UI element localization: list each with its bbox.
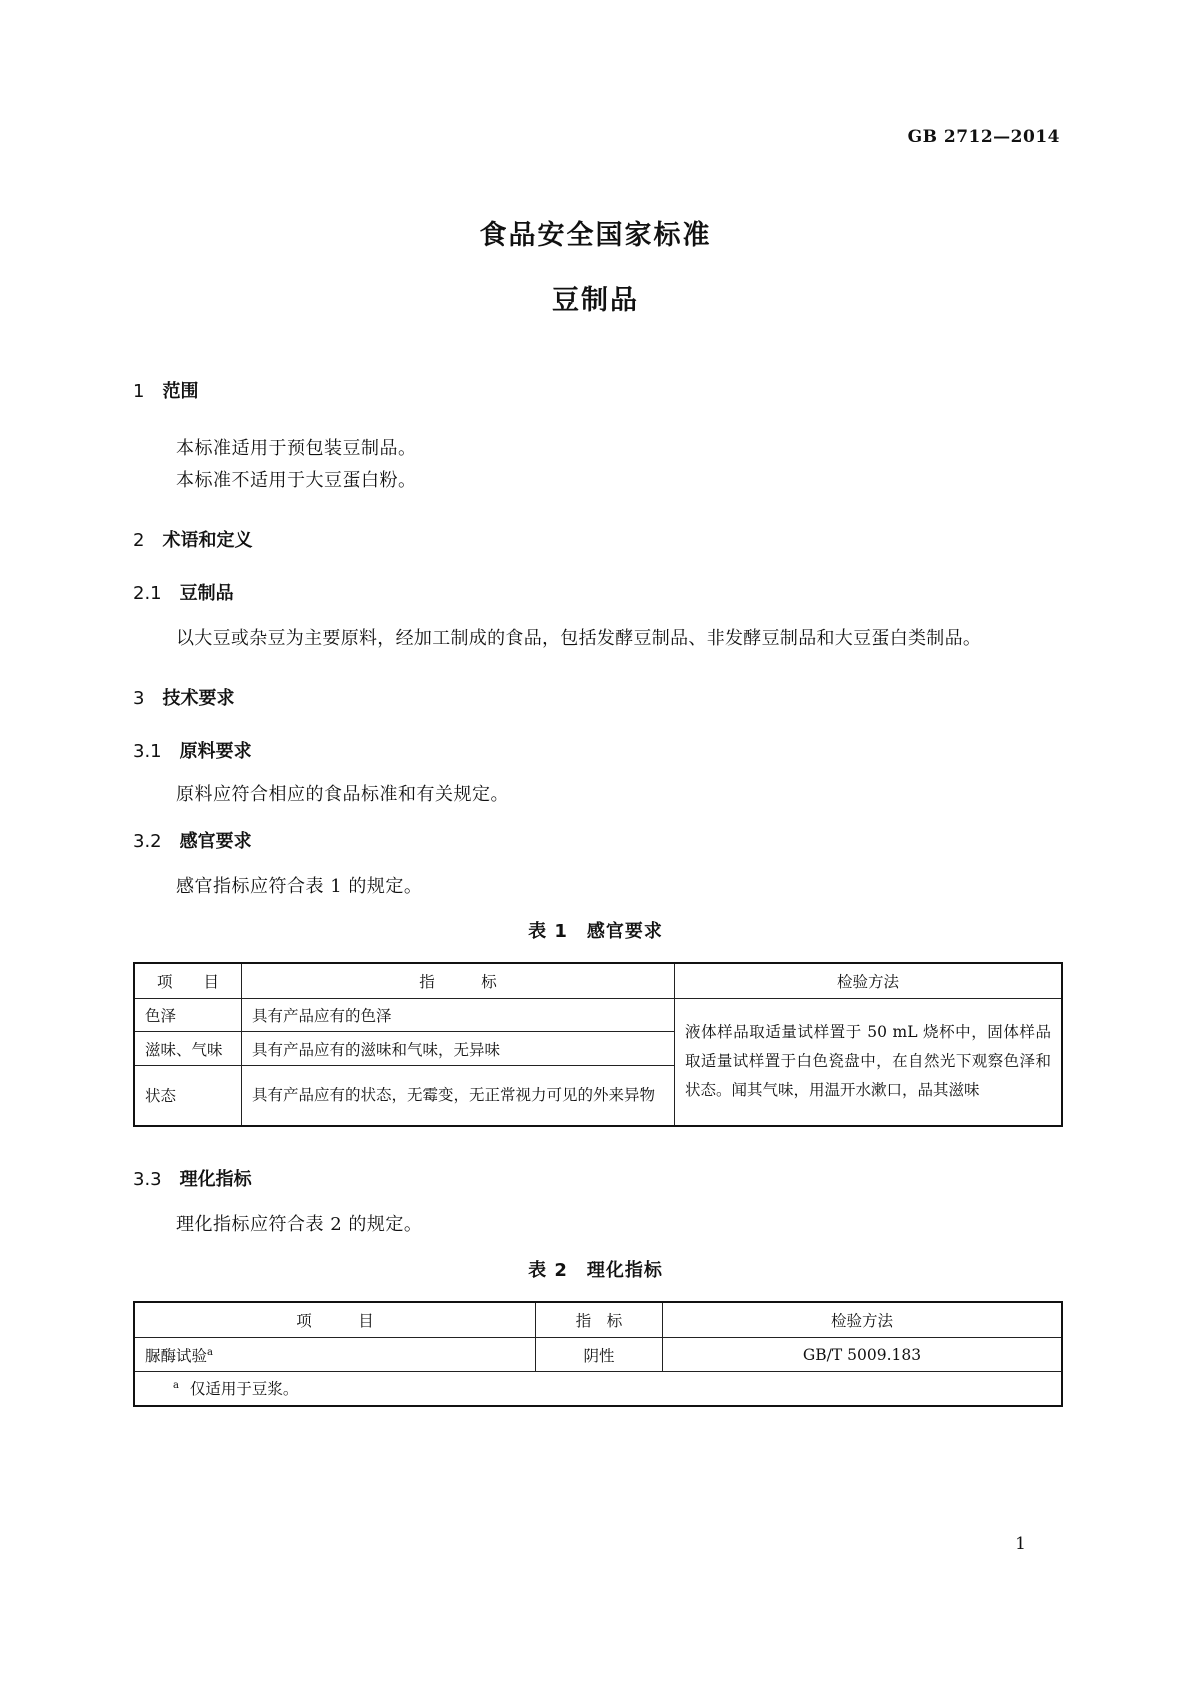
sensory-requirements-table [133,962,1063,1127]
table-header-row [134,1302,1062,1338]
cell-item-text: 脲酶试验 [145,1346,208,1365]
section-title: 感官要求 [179,831,252,852]
section-3-1-paragraph: 原料应符合相应的食品标准和有关规定。 [176,784,509,805]
document-title: 食品安全国家标准 [479,220,712,251]
section-title: 范围 [162,381,199,402]
document-subtitle: 豆制品 [552,285,639,316]
table-1-caption: 表 1 感官要求 [528,921,663,942]
column-header-method: 检验方法 [663,1302,1063,1338]
column-header-indicator: 指 标 [242,963,675,999]
page-number: 1 [1015,1534,1026,1554]
section-number: 3.1 [133,741,162,762]
cell-item: 色泽 [134,999,242,1032]
section-3-heading [133,684,234,710]
section-number: 2.1 [133,583,162,604]
section-title: 技术要求 [162,688,235,709]
section-number: 3 [133,688,145,709]
section-title: 原料要求 [179,741,252,762]
section-title: 豆制品 [179,583,234,604]
table-2-caption: 表 2 理化指标 [528,1260,663,1281]
section-3-2-paragraph: 感官指标应符合表 1 的规定。 [176,876,423,897]
column-header-item: 项 目 [134,963,242,999]
section-title: 术语和定义 [162,530,253,551]
cell-indicator: 具有产品应有的状态，无霉变，无正常视力可见的外来异物 [242,1066,675,1126]
footnote-text: 仅适用于豆浆。 [189,1380,299,1399]
section-number: 1 [133,381,145,402]
table-header-row [134,963,1062,999]
section-number: 3.3 [133,1169,162,1190]
column-header-item: 项 目 [134,1302,536,1338]
footnote-mark: a [173,1380,179,1392]
section-2-heading [133,526,252,552]
cell-item: 状态 [134,1066,242,1126]
table-row [134,999,1062,1032]
section-1-paragraph-1: 本标准适用于预包装豆制品。 [176,438,417,459]
section-3-3-heading [133,1165,252,1191]
table-footnote [134,1372,1062,1406]
cell-item: 滋味、气味 [134,1032,242,1066]
cell-method: GB/T 5009.183 [663,1338,1063,1372]
section-2-1-heading [133,579,234,605]
section-number: 3.2 [133,831,162,852]
section-number: 2 [133,530,145,551]
physicochemical-table [133,1301,1063,1407]
table-footnote-row [134,1372,1062,1406]
footnote-mark: a [207,1346,213,1358]
cell-method: 液体样品取适量试样置于 50 mL 烧杯中，固体样品取适量试样置于白色瓷盘中，在自然光下观察色泽和状态。闻其气味，用温开水漱口，品其滋味 [675,999,1063,1126]
section-3-3-paragraph: 理化指标应符合表 2 的规定。 [176,1214,423,1235]
section-1-paragraph-2: 本标准不适用于大豆蛋白粉。 [176,470,417,491]
standard-code: GB 2712—2014 [907,127,1060,147]
column-header-method: 检验方法 [675,963,1063,999]
cell-indicator: 阴性 [536,1338,663,1372]
section-2-1-paragraph: 以大豆或杂豆为主要原料，经加工制成的食品，包括发酵豆制品、非发酵豆制品和大豆蛋白类制品。 [176,628,982,649]
table-row [134,1338,1062,1372]
section-title: 理化指标 [179,1169,252,1190]
section-1-heading [133,377,198,403]
section-3-2-heading [133,827,252,853]
cell-item [134,1338,536,1372]
section-3-1-heading [133,737,252,763]
cell-indicator: 具有产品应有的滋味和气味，无异味 [242,1032,675,1066]
column-header-indicator: 指 标 [536,1302,663,1338]
cell-indicator: 具有产品应有的色泽 [242,999,675,1032]
